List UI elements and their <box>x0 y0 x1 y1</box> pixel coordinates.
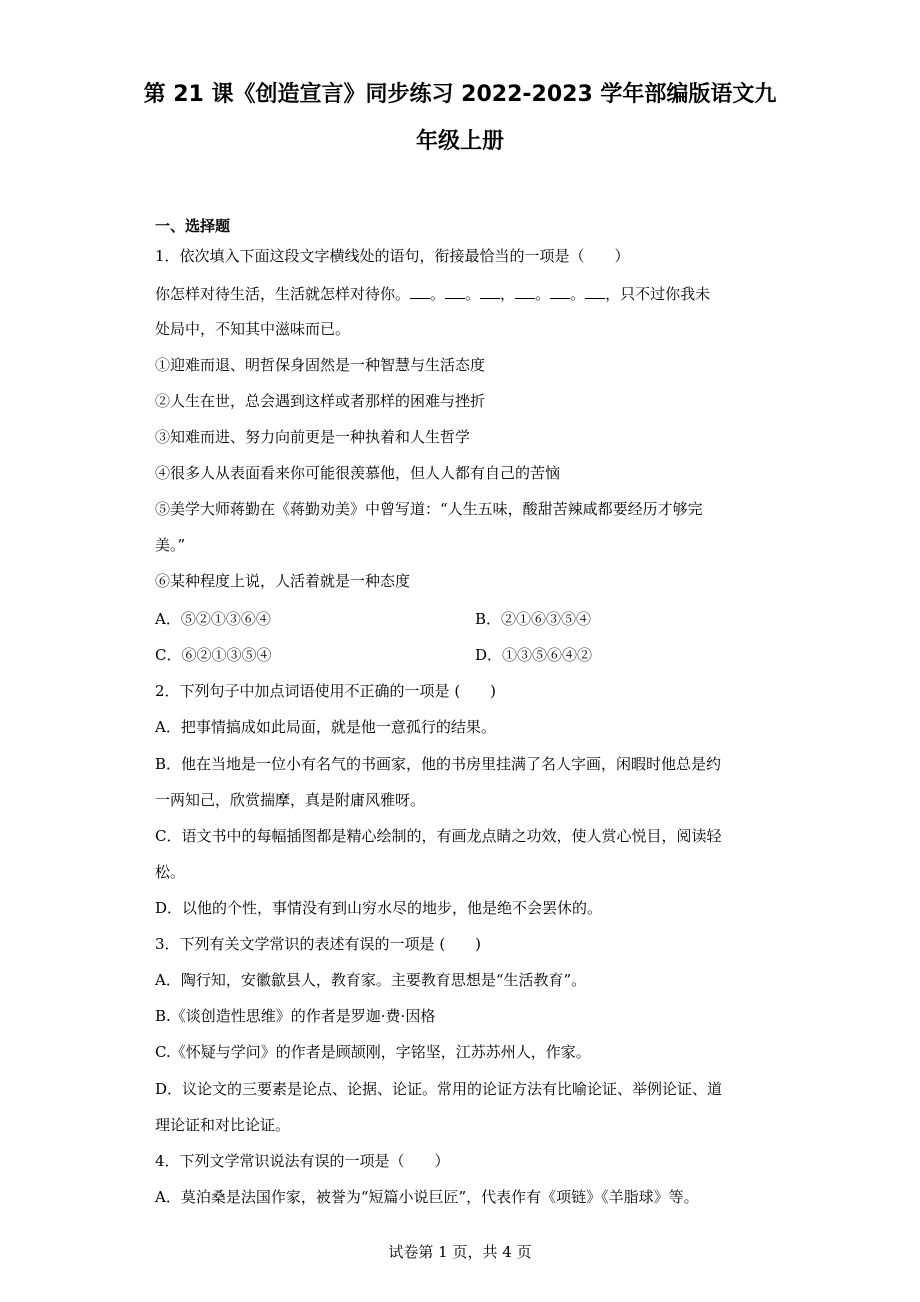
answer-blank[interactable] <box>550 284 570 299</box>
q1-passage-end: ，只不过你我未 <box>605 285 711 303</box>
q1-sentence-3: ③知难而进、努力向前更是一种执着和人生哲学 <box>155 428 471 446</box>
q2-option-d[interactable]: D．以他的个性，事情没有到山穷水尽的地步，他是绝不会罢休的。 <box>155 899 603 917</box>
q1-sentence-4: ④很多人从表面看来你可能很羡慕他，但人人都有自己的苦恼 <box>155 464 561 482</box>
q1-passage <box>155 284 710 304</box>
q1-sep: ， <box>500 285 516 303</box>
q2-option-a[interactable]: A．把事情搞成如此局面，就是他一意孤行的结果。 <box>155 718 496 736</box>
page-title-line-2: 年级上册 <box>415 129 504 154</box>
q3-option-d-cont: 理论证和对比论证。 <box>155 1116 291 1134</box>
q2-stem: 2．下列句子中加点词语使用不正确的一项是 ( ) <box>155 682 497 700</box>
q2-option-b-cont: 一两知己，欣赏揣摩，真是附庸风雅呀。 <box>155 791 426 809</box>
q1-stem: 1．依次填入下面这段文字横线处的语句，衔接最恰当的一项是（ ） <box>155 247 630 265</box>
answer-blank[interactable] <box>480 284 500 299</box>
q4-stem: 4．下列文学常识说法有误的一项是（ ） <box>155 1152 450 1170</box>
q3-option-c[interactable]: C.《怀疑与学问》的作者是顾颉刚，字铭坚，江苏苏州人，作家。 <box>155 1043 591 1061</box>
q1-option-d[interactable]: D．①③⑤⑥④② <box>475 646 593 664</box>
answer-blank[interactable] <box>585 284 605 299</box>
q1-sep: 。 <box>535 285 551 303</box>
q1-sep: 。 <box>430 285 446 303</box>
q1-sentence-5: ⑤美学大师蒋勤在《蒋勤劝美》中曾写道：“人生五味，酸甜苦辣咸都要经历才够完 <box>155 500 703 518</box>
q2-option-b[interactable]: B．他在当地是一位小有名气的书画家，他的书房里挂满了名人字画，闲暇时他总是约 <box>155 755 722 773</box>
q2-option-c-cont: 松。 <box>155 863 186 881</box>
q1-sentence-1: ①迎难而退、明哲保身固然是一种智慧与生活态度 <box>155 356 486 374</box>
q1-sentence-6: ⑥某种程度上说，人活着就是一种态度 <box>155 572 411 590</box>
q1-passage-line-2: 处局中，不知其中滋味而已。 <box>155 320 351 338</box>
answer-blank[interactable] <box>410 284 430 299</box>
page-title-line-1: 第 21 课《创造宣言》同步练习 2022-2023 学年部编版语文九 <box>143 82 777 107</box>
q1-sentence-2: ②人生在世，总会遇到这样或者那样的困难与挫折 <box>155 392 486 410</box>
q1-option-a[interactable]: A．⑤②①③⑥④ <box>155 610 271 628</box>
q2-option-c[interactable]: C．语文书中的每幅插图都是精心绘制的，有画龙点睛之功效，使人赏心悦目，阅读轻 <box>155 827 722 845</box>
q1-passage-start: 你怎样对待生活，生活就怎样对待你。 <box>155 285 411 303</box>
q3-option-a[interactable]: A．陶行知，安徽歙县人，教育家。主要教育思想是“生活教育”。 <box>155 971 587 989</box>
answer-blank[interactable] <box>515 284 535 299</box>
q3-option-b[interactable]: B.《谈创造性思维》的作者是罗迦·费·因格 <box>155 1007 436 1025</box>
q1-sep: 。 <box>570 285 586 303</box>
q3-option-d[interactable]: D．议论文的三要素是论点、论据、论证。常用的论证方法有比喻论证、举例论证、道 <box>155 1080 723 1098</box>
answer-blank[interactable] <box>445 284 465 299</box>
q1-option-b[interactable]: B．②①⑥③⑤④ <box>475 610 592 628</box>
q3-stem: 3．下列有关文学常识的表述有误的一项是 ( ) <box>155 935 482 953</box>
q4-option-a[interactable]: A．莫泊桑是法国作家，被誉为“短篇小说巨匠”，代表作有《项链》《羊脂球》等。 <box>155 1188 699 1206</box>
section-heading: 一、选择题 <box>155 217 231 235</box>
q1-sep: 。 <box>465 285 481 303</box>
q1-option-c[interactable]: C．⑥②①③⑤④ <box>155 646 272 664</box>
q1-sentence-5-cont: 美。” <box>155 536 186 554</box>
page-footer: 试卷第 1 页，共 4 页 <box>388 1243 532 1261</box>
